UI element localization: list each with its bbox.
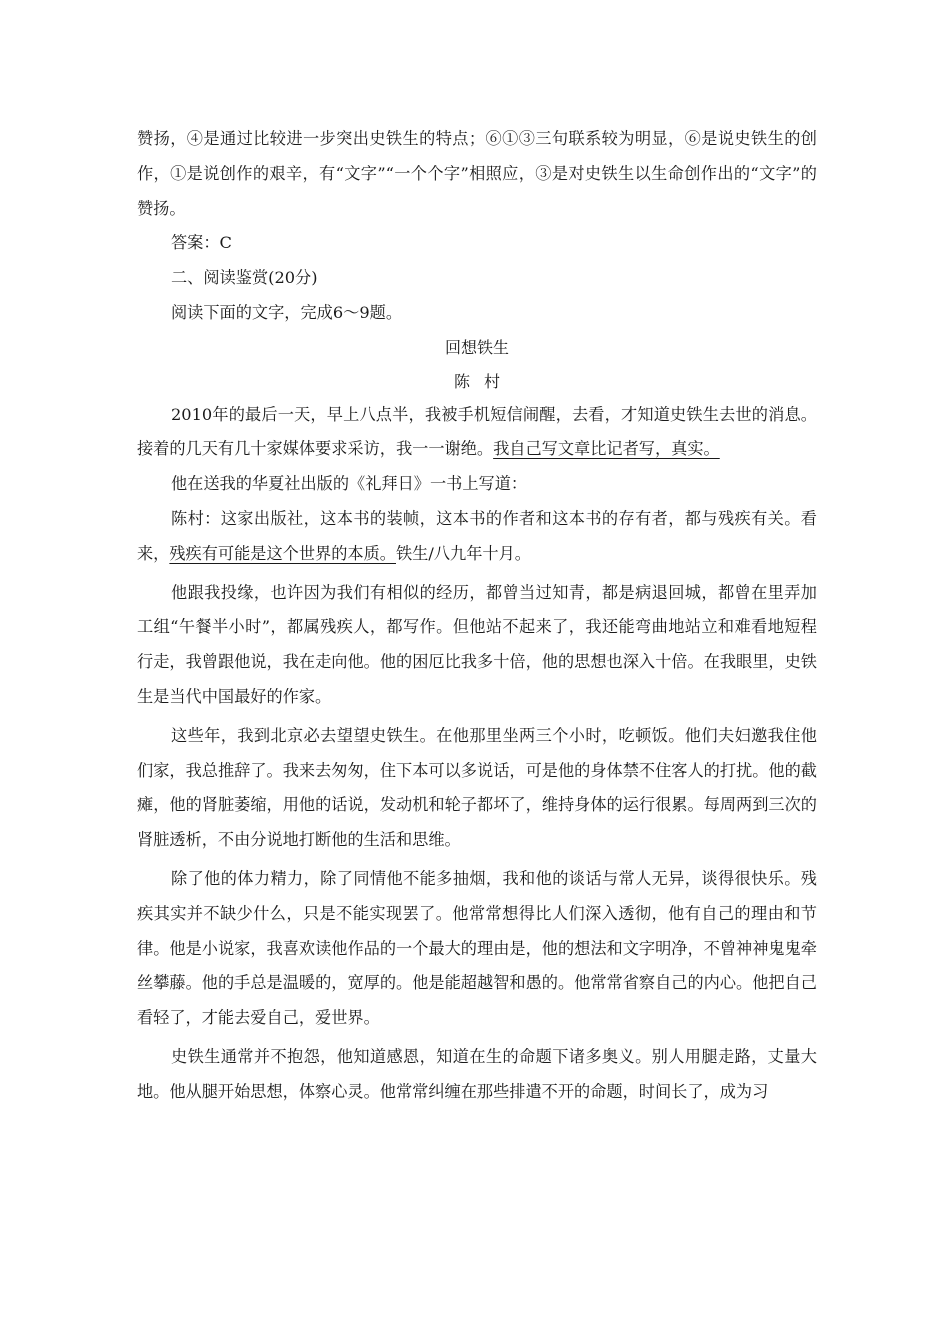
paragraph-3: [137, 502, 817, 572]
paragraph-analysis: 赞扬，④是通过比较进一步突出史铁生的特点；⑥①③三句联系较为明显，⑥是说史铁生的创作，①是说创作的艰辛，有“文字”“一个个字”相照应，③是对史铁生以生命创作出的“文字”的赞扬。: [137, 129, 817, 218]
instruction-line: 阅读下面的文字，完成6～9题。: [171, 302, 403, 322]
paragraph-3-signature: 铁生/八九年十月。: [396, 543, 531, 563]
paragraph-3-underlined: 残疾有可能是这个世界的本质。: [169, 543, 396, 563]
paragraph-5: 这些年，我到北京必去望望史铁生。在他那里坐两三个小时，吃顿饭。他们夫妇邀我住他们家，我总推辞了。我来去匆匆，住下本可以多说话，可是他的身体禁不住客人的打扰。他的截瘫，他的肾脏萎缩，用他的话说，发动机和轮子都坏了，维持身体的运行很累。每周两到三次的肾脏透析，不由分说地打断他的生活和思维。: [137, 725, 817, 850]
paragraph-4: 他跟我投缘，也许因为我们有相似的经历，都曾当过知青，都是病退回城，都曾在里弄加工组“午餐半小时”，都属残疾人，都写作。但他站不起来了，我还能弯曲地站立和难看地短程行走，我曾跟他说，我在走向他。他的困厄比我多十倍，他的思想也深入十倍。在我眼里，史铁生是当代中国最好的作家。: [137, 582, 817, 706]
paragraph-2: 他在送我的华夏社出版的《礼拜日》一书上写道：: [171, 474, 528, 494]
paragraph-6: 除了他的体力精力，除了同情他不能多抽烟，我和他的谈话与常人无异，谈得很快乐。残疾其实并不缺少什么，只是不能实现罢了。他常常想得比人们深入透彻，他有自己的理由和节律。他是小说家，我喜欢读他作品的一个最大的理由是，他的想法和文字明净，不曾神神鬼鬼牵丝攀藤。他的手总是温暖的，宽厚的。他是能超越智和愚的。他常常省察自己的内心。他把自己看轻了，才能去爱自己，爱世界。: [137, 868, 817, 1028]
answer-line: 答案：C: [171, 233, 232, 253]
article-author: 陈村: [453, 371, 514, 391]
paragraph-3-text: 陈村：这家出版社，这本书的装帧，这本书的作者和这本书的存有者，都与残疾有关。看来，: [137, 508, 817, 563]
paragraph-7: 史铁生通常并不抱怨，他知道感恩，知道在生的命题下诸多奥义。别人用腿走路，丈量大地。他从腿开始思想，体察心灵。他常常纠缠在那些排遣不开的命题，时间长了，成为习: [137, 1046, 817, 1101]
article-title: 回想铁生: [444, 337, 509, 357]
paragraph-1: [137, 398, 817, 468]
paragraph-1-underlined: 我自己写文章比记者写，真实。: [493, 439, 720, 459]
section-heading: 二、阅读鉴赏(20分): [171, 268, 318, 288]
paragraph-1-text: 2010年的最后一天，早上八点半，我被手机短信闹醒，去看，才知道史铁生去世的消息。接着的几天有几十家媒体要求采访，我一一谢绝。: [137, 404, 817, 459]
document-page: [137, 122, 817, 1110]
